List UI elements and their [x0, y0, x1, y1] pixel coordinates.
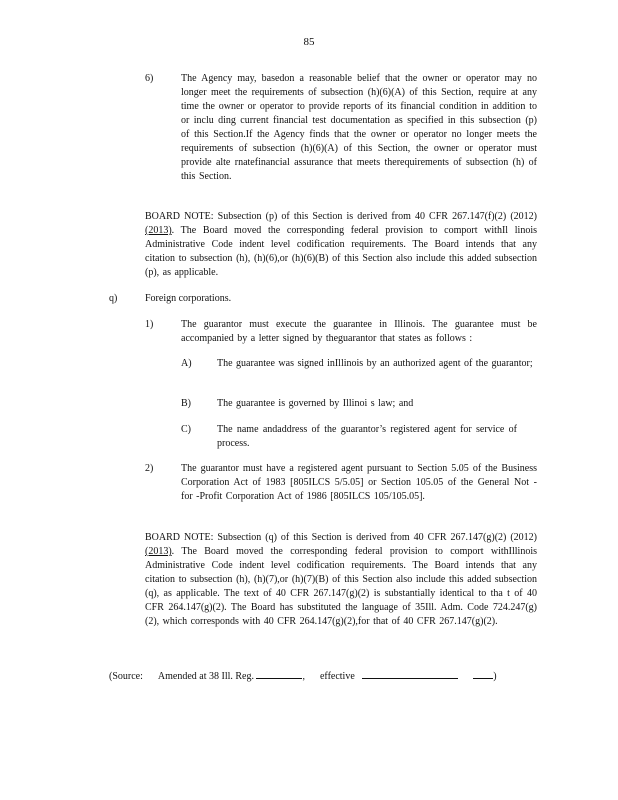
board-note-p-part2: . The Board moved the corresponding federal provision to comport withIl linois Administrative Code indent level codification requirements. The Board intends that any citation to subsection (h), (h)(6),or (h)(6)(B) of this Section also include this added subsection (p), as applicable. — [145, 225, 537, 278]
q-item-1-text: The guarantor must execute the guarantee in Illinois. The guarantee must be accompanied by a letter signed by theguarantor that states as follows : — [181, 319, 537, 344]
register-page-blank — [256, 668, 302, 679]
board-note-q-amendment-year: (2013) — [145, 546, 172, 557]
source-comma: , — [302, 671, 305, 682]
q-item-2-label: 2) — [145, 463, 154, 474]
item-6-text: The Agency may, basedon a reasonable belief that the owner or operator may no longer meet the requirements of subsection (h)(6)(A) of this Section, require at any time the owner or operator to provide reports of its financial condition in addition to or inclu ding current financial test documentation as specified in this subsection (p) of this Section.If the Agency finds that the owner or operator no longer meets the requirements of subsection (h)(6)(A) of this Section, the owner or operator must provide alte rnatefinancial assurance that meets therequirements of subsection (h) of this Section. — [181, 73, 537, 182]
q-item-1-label: 1) — [145, 319, 154, 330]
q-sub-a-text: The guarantee was signed inIllinois by an authorized agent of the guarantor; — [217, 358, 533, 369]
effective-date-blank — [362, 668, 458, 679]
q-sub-b-label: B) — [181, 398, 191, 409]
effective-year-blank — [473, 668, 493, 679]
board-note-p — [145, 210, 537, 280]
source-open: (Source: — [109, 671, 143, 682]
q-sub-b-text: The guarantee is governed by Illinoi s law; and — [217, 398, 414, 409]
item-6-label: 6) — [145, 73, 154, 84]
source-line — [109, 668, 539, 684]
q-sub-c-label: C) — [181, 424, 191, 435]
board-note-p-part1: BOARD NOTE: Subsection (p) of this Section is derived from 40 CFR 267.147(f)(2) (2012) — [145, 211, 537, 222]
source-amended: Amended at 38 Ill. Reg. — [157, 671, 254, 682]
section-q-heading: Foreign corporations. — [145, 293, 232, 304]
section-q-label: q) — [109, 293, 118, 304]
page-number: 85 — [303, 36, 315, 48]
q-sub-c-text: The name andaddress of the guarantor’s registered agent for service of process. — [217, 424, 517, 449]
q-item-2-text: The guarantor must have a registered agent pursuant to Section 5.05 of the Business Corporation Act of 1983 [805ILCS 5/5.05] or Section 105.05 of the General Not - for -Profit Corporation Act of 1986 [805ILCS 105/105.05]. — [181, 463, 537, 502]
source-effective: effective — [319, 671, 355, 682]
source-close: ) — [493, 671, 497, 682]
board-note-p-amendment-year: (2013) — [145, 225, 172, 236]
board-note-q-part2: . The Board moved the corresponding federal provision to comport withIllinois Administrative Code indent level codification requirements. The Board intends that any citation to subsection (h), (h)(7),or (h)(7)(B) of this Section also include this added subsection (q), as applicable. The text of 40 CFR 267.147(g)(2) is substantially identical to tha t of 40 CFR 264.147(g)(2). The Board has substituted the language of 35Ill. Adm. Code 724.247(g)(2), which corresponds with 40 CFR 264.147(g)(2),for that of 40 CFR 267.147(g)(2). — [145, 546, 537, 627]
board-note-q — [145, 531, 537, 629]
board-note-q-part1: BOARD NOTE: Subsection (q) of this Section is derived from 40 CFR 267.147(g)(2) (2012) — [145, 532, 537, 543]
q-sub-a-label: A) — [181, 358, 192, 369]
